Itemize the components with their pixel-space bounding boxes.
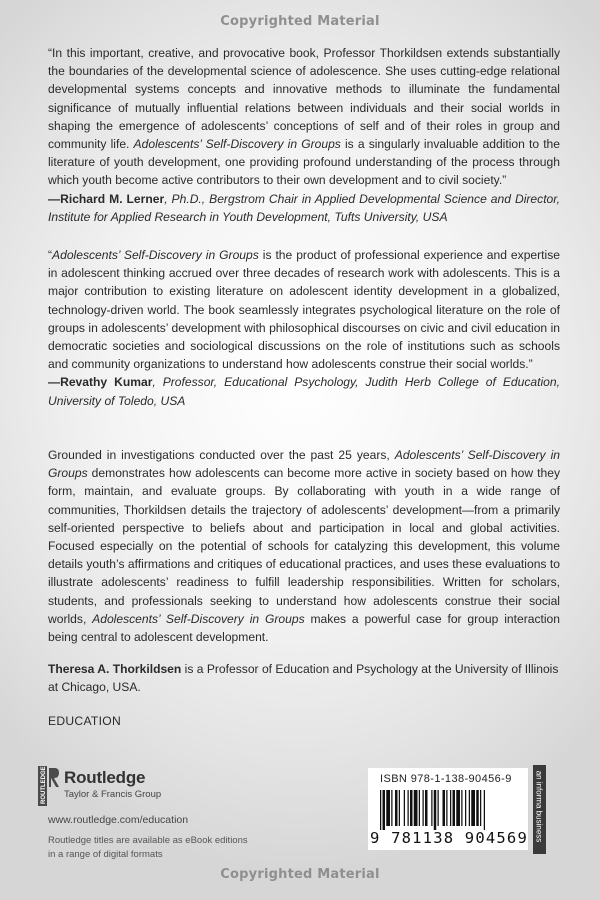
subject-category: EDUCATION (48, 714, 122, 728)
publisher-name: Routledge (64, 768, 146, 787)
endorser-name: —Richard M. Lerner (48, 191, 165, 206)
barcode-stripe (484, 790, 485, 830)
barcode-stripe (423, 790, 424, 826)
book-title: Adolescents’ Self-Discovery in Groups (92, 611, 305, 626)
barcode-stripe (469, 790, 470, 826)
barcode-stripe (386, 790, 390, 826)
barcode-stripe (461, 790, 462, 826)
book-title: Adolescents’ Self-Discovery in Groups (133, 137, 341, 152)
barcode-stripe (456, 790, 460, 826)
author-bio: Theresa A. Thorkildsen is a Professor of Education and Psychology at the University of Illinois at Chicago, USA. (48, 662, 559, 695)
barcode-stripe (419, 790, 420, 826)
ebook-note: Routledge titles are available as eBook editions in a range of digital formats (48, 835, 248, 860)
book-title: Adolescents’ Self-Discovery in Groups (48, 448, 560, 481)
barcode-stripe (380, 790, 381, 830)
barcode-stripe (476, 790, 479, 826)
barcode-stripe (383, 790, 386, 830)
barcode-stripe (391, 790, 392, 826)
barcode-stripe (395, 790, 398, 826)
barcode-stripe (471, 790, 475, 826)
endorser-affiliation: , Ph.D., Bergstrom Chair in Applied Developmental Science and Director, Institute for Applied Research in Youth Development, Tufts University, USA (48, 191, 560, 224)
publisher-group: Taylor & Francis Group (64, 789, 162, 800)
barcode-stripe (446, 790, 447, 826)
author-name: Theresa A. Thorkildsen (48, 662, 182, 676)
svg-text:ROUTLEDGE: ROUTLEDGE (40, 766, 47, 804)
barcode-stripe (408, 790, 409, 826)
barcode-digits: 9 781138 904569 (370, 829, 528, 847)
barcode-stripe (480, 790, 481, 826)
endorsement-lerner (48, 44, 560, 226)
barcode-stripe (399, 790, 400, 826)
barcode-stripe (453, 790, 456, 826)
barcode-stripe (443, 790, 446, 826)
barcode-stripe (431, 790, 432, 826)
book-description: Grounded in investigations conducted over the past 25 years, Adolescents’ Self-Discovery in Groups demonstrates how adolescents can become more active in society based on how they form, maintain, and evaluate groups. By collaborating with youth in a wide range of communities, Thorkildsen details the trajectory of adolescents’ development—from a primarily self-oriented perspective to beliefs about and participation in local and global activities. Focused especially on the potential of schools for catalyzing this development, this volume details youth’s affirmations and critiques of educational practices, and uses these evaluations to illustrate adolescents’ readiness to fulfill leadership responsibilities. Written for scholars, students, and professionals seeking to understand how adolescents construe their social worlds, Adolescents’ Self-Discovery in Groups makes a powerful case for group interaction being central to adolescent development. (48, 448, 560, 645)
barcode-stripe (425, 790, 428, 826)
endorser-name: —Revathy Kumar (48, 375, 153, 390)
routledge-logo-icon (38, 766, 60, 806)
barcode-stripe (410, 790, 413, 826)
publisher-url[interactable]: www.routledge.com/education (48, 814, 189, 826)
barcode-stripe (404, 790, 405, 826)
endorser-affiliation: , Professor, Educational Psychology, Judith Herb College of Education, University of Toledo, USA (48, 375, 560, 408)
endorsement-attribution (48, 373, 560, 409)
endorsement-attribution (48, 190, 560, 226)
book-title: Adolescents’ Self-Discovery in Groups (52, 248, 259, 262)
copyright-watermark-bottom: Copyrighted Material (220, 867, 380, 882)
copyright-watermark-top: Copyrighted Material (220, 14, 380, 29)
barcode-stripe (434, 790, 437, 830)
informa-label: an informa business (534, 770, 544, 843)
barcode-stripe (438, 790, 439, 826)
barcode-icon (380, 790, 522, 830)
isbn-label: ISBN 978-1-138-90456-9 (380, 773, 512, 785)
barcode-stripe (465, 790, 466, 826)
barcode-stripe (414, 790, 418, 826)
endorsement-kumar (48, 246, 560, 410)
endorsement-text: “In this important, creative, and provocative book, Professor Thorkildsen extends substantially the boundaries of the developmental science of adolescence. She uses cutting-edge relational developmental systems concepts and innovative methods to illuminate the fundamental significance of mutually influential relations between individuals and their social worlds in shaping the emergence of adolescents’ conceptions of self and of their roles in group and community life. Adolescents’ Self-Discovery in Groups is a singularly invaluable addition to the literature of youth development, one providing profound understanding of the process through which youth become active contributors to their own development and to civil society.” (48, 46, 560, 188)
endorsement-text: “Adolescents’ Self-Discovery in Groups is the product of professional experience and expertise in adolescent thinking accrued over three decades of research work with adolescents. This is a major contribution to existing literature on adolescent identity development in a globalized, technology-driven world. The book seamlessly integrates psychological literature on the role of groups in adolescents’ development with philosophical discourses on civic and civil education in democratic societies and sociological discussions on the role of institutions such as schools and community organizations to understand how adolescents construe their social worlds.” (48, 248, 560, 372)
barcode-stripe (450, 790, 451, 826)
